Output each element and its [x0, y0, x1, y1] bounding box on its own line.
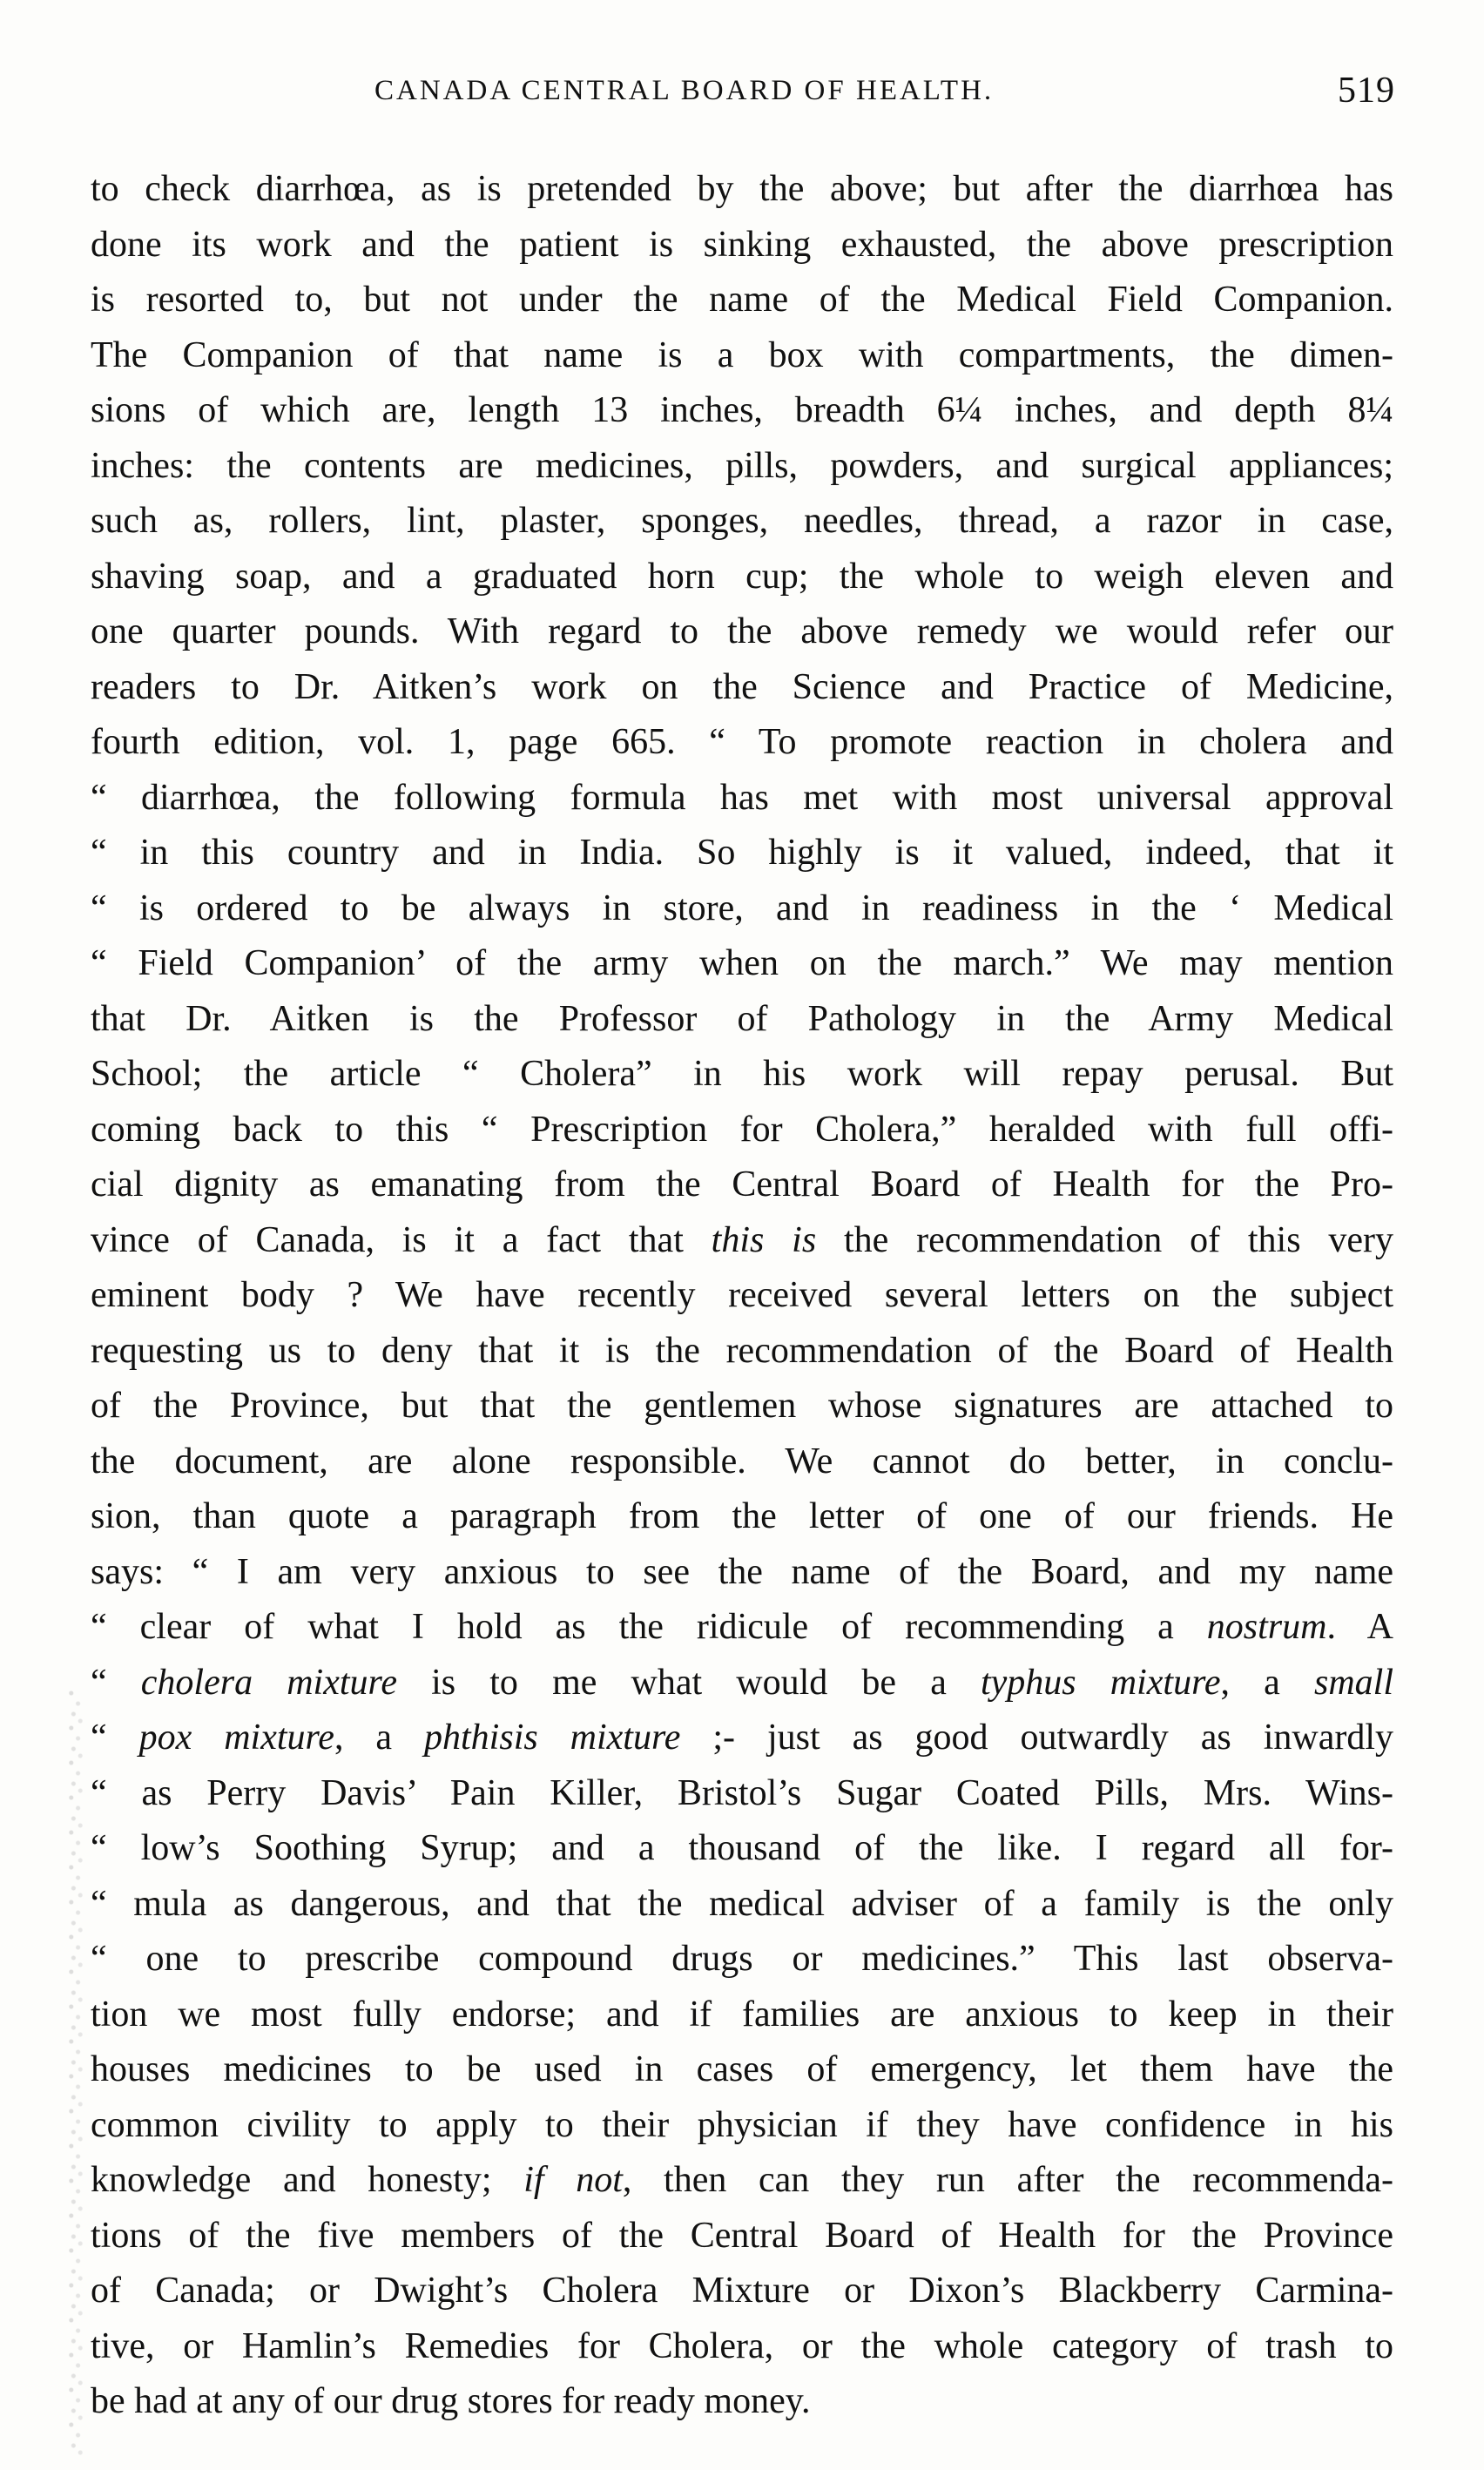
text-line: tive, or Hamlin’s Remedies for Cholera, or the whole category of trash to [91, 2325, 1393, 2366]
text-line: knowledge and honesty; if not, then can they run after the recommenda- [91, 2160, 1393, 2200]
text-line: of the Province, but that the gentlemen whose signatures are attached to [91, 1386, 1393, 1426]
text-line: “ in this country and in India. So highly is it valued, indeed, that it [91, 833, 1393, 873]
text-line: shaving soap, and a graduated horn cup; the whole to weigh eleven and [91, 556, 1393, 597]
text-line: The Companion of that name is a box with compartments, the dimen- [91, 334, 1393, 375]
text-line: sion, than quote a paragraph from the letter of one of our friends. He [91, 1496, 1393, 1536]
page-number: 519 [1338, 71, 1395, 111]
text-line: tions of the five members of the Central Board of Health for the Province [91, 2215, 1393, 2256]
text-line: one quarter pounds. With regard to the above remedy we would refer our [91, 611, 1393, 651]
text-line: School; the article “ Cholera” in his work will repay perusal. But [91, 1054, 1393, 1094]
text-line: inches: the contents are medicines, pills, powders, and surgical appliances; [91, 445, 1393, 486]
text-line: readers to Dr. Aitken’s work on the Science and Practice of Medicine, [91, 666, 1393, 707]
text-line: says: “ I am very anxious to see the name of the Board, and my name [91, 1551, 1393, 1592]
text-line: that Dr. Aitken is the Professor of Pathology in the Army Medical [91, 998, 1393, 1039]
text-line: tion we most fully endorse; and if families are anxious to keep in their [91, 1994, 1393, 2035]
running-title: CANADA CENTRAL BOARD OF HEALTH. [374, 75, 995, 106]
text-line: of Canada; or Dwight’s Cholera Mixture or Dixon’s Blackberry Carmina- [91, 2271, 1393, 2311]
text-line: be had at any of our drug stores for ready money. [91, 2381, 811, 2421]
text-line: cial dignity as emanating from the Central Board of Health for the Pro- [91, 1164, 1393, 1205]
text-line: “ cholera mixture is to me what would be a typhus mixture, a small [91, 1662, 1393, 1703]
text-line: vince of Canada, is it a fact that this is the recommendation of this very [91, 1219, 1393, 1260]
running-head [87, 70, 1420, 122]
text-line: eminent body ? We have recently received several letters on the subject [91, 1275, 1393, 1315]
text-line: houses medicines to be used in cases of emergency, let them have the [91, 2049, 1393, 2089]
text-line: “ pox mixture, a phthisis mixture ;- just as good outwardly as inwardly [91, 1718, 1393, 1758]
text-line: common civility to apply to their physician if they have confidence in his [91, 2104, 1393, 2145]
text-line: is resorted to, but not under the name of the Medical Field Companion. [91, 280, 1393, 320]
text-line: done its work and the patient is sinking exhausted, the above prescription [91, 224, 1393, 265]
text-line: requesting us to deny that it is the recommendation of the Board of Health [91, 1330, 1393, 1371]
text-line: the document, are alone responsible. We cannot do better, in conclu- [91, 1441, 1393, 1481]
text-line: to check diarrhœa, as is pretended by the above; but after the diarrhœa has [91, 169, 1393, 209]
text-line: fourth edition, vol. 1, page 665. “ To promote reaction in cholera and [91, 722, 1393, 762]
text-line: “ clear of what I hold as the ridicule of recommending a nostrum. A [91, 1607, 1394, 1647]
text-line: “ diarrhœa, the following formula has met with most universal approval [91, 777, 1393, 818]
text-line: “ is ordered to be always in store, and in readiness in the ‘ Medical [91, 887, 1393, 928]
text-line: “ mula as dangerous, and that the medical adviser of a family is the only [91, 1883, 1393, 1924]
text-line: sions of which are, length 13 inches, breadth 6¼ inches, and depth 8¼ [91, 390, 1393, 430]
text-line: “ one to prescribe compound drugs or medicines.” This last observa- [91, 1939, 1393, 1979]
text-line: “ Field Companion’ of the army when on the march.” We may mention [91, 943, 1393, 983]
text-line: coming back to this “ Prescription for Cholera,” heralded with full offi- [91, 1109, 1393, 1150]
page-edge-speckle [64, 1690, 87, 2456]
body-text [91, 162, 1393, 2430]
text-line: “ low’s Soothing Syrup; and a thousand of the like. I regard all for- [91, 1828, 1393, 1868]
text-line: such as, rollers, lint, plaster, sponges, needles, thread, a razor in case, [91, 501, 1393, 541]
text-line: “ as Perry Davis’ Pain Killer, Bristol’s Sugar Coated Pills, Mrs. Wins- [91, 1772, 1393, 1813]
